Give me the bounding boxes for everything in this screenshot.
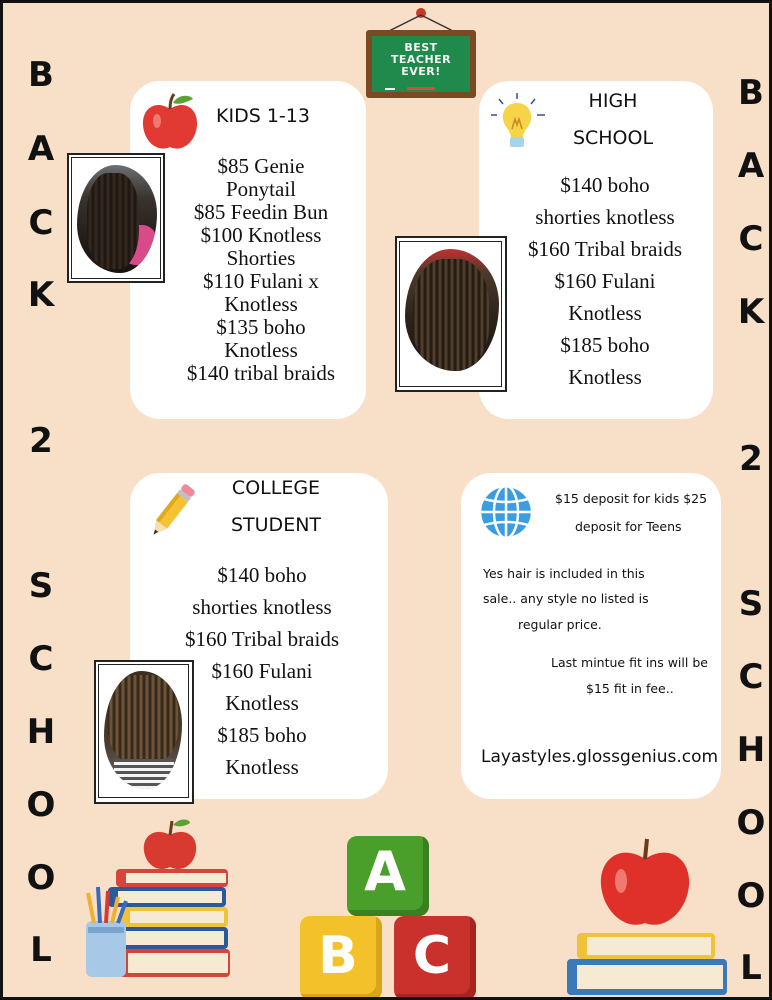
left-letter: C <box>28 203 54 243</box>
price-line: Shorties <box>226 246 296 270</box>
price-line: $160 Fulani <box>211 659 313 683</box>
right-letter: C <box>738 219 764 259</box>
left-letter: 2 <box>29 421 53 461</box>
books-apple-icon <box>78 809 248 979</box>
price-line: Knotless <box>568 365 642 389</box>
high-school-title-line: SCHOOL <box>572 127 654 149</box>
college-title-line: STUDENT <box>230 514 322 536</box>
hair-policy-text: Yes hair is included in this <box>483 566 645 581</box>
apple-on-books-icon <box>563 829 733 999</box>
left-letter: L <box>30 930 52 970</box>
price-line: Knotless <box>568 301 642 325</box>
letter-block-label: A <box>364 840 406 903</box>
left-letter: C <box>28 639 54 679</box>
lightbulb-icon <box>489 89 549 155</box>
price-line: $160 Tribal braids <box>184 627 339 651</box>
price-line: $160 Tribal braids <box>527 237 682 261</box>
right-letter: A <box>737 146 765 186</box>
deposit-text: deposit for Teens <box>575 519 682 534</box>
price-line: $140 boho <box>560 173 650 197</box>
price-line: $185 boho <box>217 723 307 747</box>
price-line: $140 tribal braids <box>186 361 336 385</box>
college-title-line: COLLEGE <box>231 477 321 499</box>
price-line: shorties knotless <box>535 205 675 229</box>
kids-price-list <box>159 155 363 385</box>
kids-title: KIDS 1-13 <box>216 105 310 127</box>
right-letter: O <box>736 803 766 843</box>
left-letter: O <box>26 858 56 898</box>
sign-line: EVER! <box>401 65 441 78</box>
hair-policy-text: regular price. <box>518 617 602 632</box>
right-letter: C <box>738 657 764 697</box>
apple-icon <box>139 91 201 153</box>
left-letter: K <box>27 275 55 315</box>
price-line: Knotless <box>225 755 299 779</box>
letter-block <box>347 836 429 916</box>
deposit-text: $15 deposit for kids $25 <box>555 491 708 506</box>
teacher-sign <box>365 3 477 103</box>
right-letter: S <box>738 584 764 624</box>
price-line: $85 Genie <box>217 154 305 178</box>
high-school-price-list <box>509 169 701 393</box>
left-letter: H <box>26 712 56 752</box>
price-line: $185 boho <box>560 333 650 357</box>
right-letter: O <box>736 876 766 916</box>
website-link[interactable]: Layastyles.glossgenius.com <box>481 747 719 767</box>
price-line: Knotless <box>225 691 299 715</box>
sign-line: BEST <box>404 41 438 54</box>
right-letter: H <box>736 730 766 770</box>
sign-line: TEACHER <box>390 53 452 66</box>
price-line: Ponytail <box>225 177 296 201</box>
pencil-icon <box>141 481 203 541</box>
price-line: $135 boho <box>216 315 306 339</box>
globe-icon <box>477 483 535 541</box>
price-line: $100 Knotless <box>200 223 322 247</box>
price-line: shorties knotless <box>192 595 332 619</box>
fit-in-fee-text: Last mintue fit ins will be <box>551 655 708 670</box>
hair-policy-text: sale.. any style no listed is <box>483 591 649 606</box>
price-line: Knotless <box>224 292 298 316</box>
letter-block-label: B <box>318 926 358 986</box>
right-letter: 2 <box>739 439 763 479</box>
left-letter: A <box>27 129 55 169</box>
price-line: $140 boho <box>217 563 307 587</box>
price-line: $85 Feedin Bun <box>193 200 329 224</box>
fit-in-fee-text: $15 fit in fee.. <box>586 681 674 696</box>
letter-block <box>394 916 476 1000</box>
left-letter: S <box>28 566 54 606</box>
high-school-title-line: HIGH <box>588 90 638 112</box>
price-line: Knotless <box>224 338 298 362</box>
left-letter: O <box>26 785 56 825</box>
left-letter: B <box>28 55 54 95</box>
right-letter: K <box>737 292 765 332</box>
right-letter: L <box>740 948 762 988</box>
price-line: $160 Fulani <box>554 269 656 293</box>
letter-block <box>300 916 382 1000</box>
letter-block-label: C <box>412 926 452 986</box>
right-letter: B <box>738 73 764 113</box>
price-line: $110 Fulani x <box>203 269 319 293</box>
college-price-list <box>166 559 358 783</box>
